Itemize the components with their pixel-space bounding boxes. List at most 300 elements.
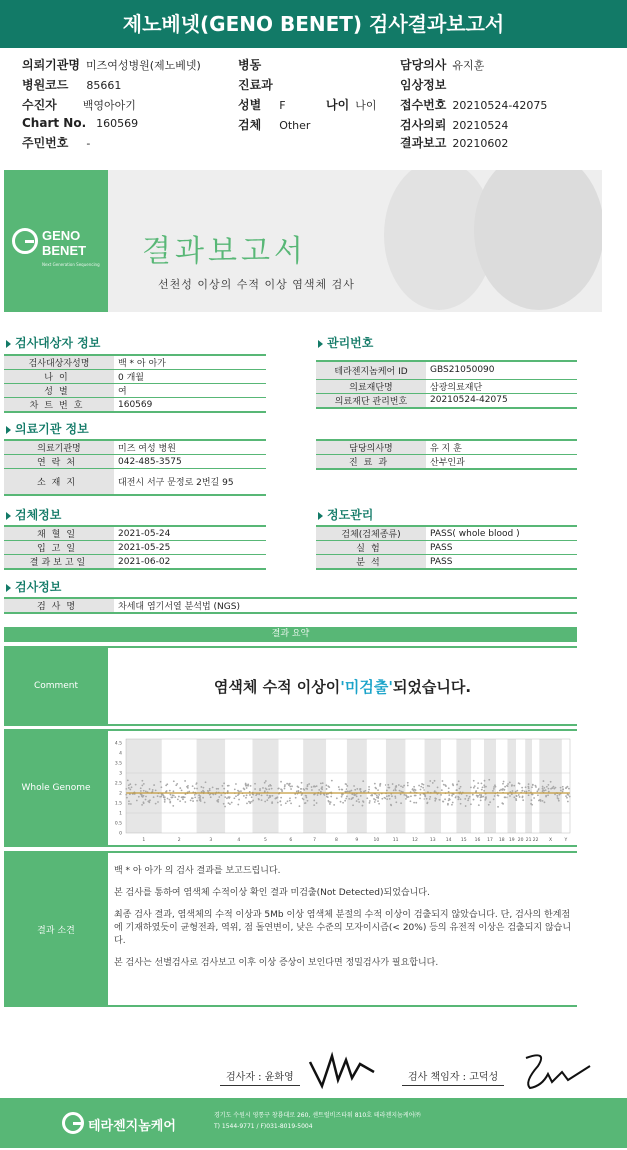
data-point — [297, 790, 299, 792]
data-point — [484, 780, 486, 782]
data-point — [414, 795, 416, 797]
whole-genome-row — [4, 729, 577, 847]
data-point — [377, 800, 379, 802]
data-point — [129, 789, 131, 791]
y-tick-label: 3.5 — [114, 761, 122, 767]
ward-field: 병동 — [238, 58, 262, 72]
data-point — [427, 802, 429, 804]
data-point — [460, 786, 462, 788]
data-point — [466, 795, 468, 797]
data-point — [249, 794, 251, 796]
data-point — [317, 794, 319, 796]
x-tick-label: 5 — [264, 838, 267, 843]
data-point — [222, 785, 224, 787]
hospital-code-field: 병원코드 85661 — [22, 78, 122, 92]
data-point — [249, 801, 251, 803]
chromosome-band — [126, 739, 162, 833]
data-point — [280, 788, 282, 790]
test-table — [4, 597, 577, 614]
data-point — [313, 804, 315, 806]
data-point — [147, 801, 149, 803]
data-point — [153, 796, 155, 798]
data-point — [173, 780, 175, 782]
data-point — [172, 805, 174, 807]
banner-logo-panel — [4, 170, 108, 312]
data-point — [290, 788, 292, 790]
data-point — [568, 788, 570, 790]
data-point — [547, 794, 549, 796]
tester-signature-label: 검사자 : 윤화영 — [220, 1068, 300, 1086]
data-point — [272, 795, 274, 797]
data-point — [492, 790, 494, 792]
data-point — [448, 799, 450, 801]
data-point — [362, 780, 364, 782]
data-point — [565, 787, 567, 789]
receipt-field: 접수번호 20210524-42075 — [400, 98, 548, 112]
data-point — [352, 804, 354, 806]
data-point — [131, 786, 133, 788]
data-point — [145, 790, 147, 792]
data-point — [406, 795, 408, 797]
company-address: 경기도 수원시 영통구 창룡대로 260, 센트럴비즈타워 810호 테라젠지놈케어㈜ T) 1544-9771 / F)031-8019-5004 — [214, 1112, 421, 1130]
data-point — [412, 788, 414, 790]
data-point — [439, 799, 441, 801]
data-point — [395, 785, 397, 787]
data-point — [420, 789, 422, 791]
data-point — [545, 795, 547, 797]
data-point — [313, 794, 315, 796]
comment-text: 염색체 수적 이상이 '미검출' 되었습니다. — [213, 677, 472, 696]
data-point — [326, 793, 328, 795]
data-point — [356, 788, 358, 790]
data-point — [271, 801, 273, 803]
data-point — [262, 787, 264, 789]
data-point — [468, 798, 470, 800]
data-point — [209, 788, 211, 790]
data-point — [224, 796, 226, 798]
data-point — [266, 794, 268, 796]
data-point — [305, 795, 307, 797]
data-point — [349, 790, 351, 792]
data-point — [369, 800, 371, 802]
specimen-section-title: 검체정보 — [6, 506, 61, 523]
data-point — [494, 784, 496, 786]
data-point — [443, 784, 445, 786]
data-point — [321, 787, 323, 789]
data-point — [246, 787, 248, 789]
data-point — [452, 802, 454, 804]
data-point — [216, 788, 218, 790]
data-point — [245, 783, 247, 785]
data-point — [328, 786, 330, 788]
data-point — [410, 800, 412, 802]
data-point — [386, 798, 388, 800]
chromosome-band — [197, 739, 226, 833]
data-point — [175, 784, 177, 786]
data-point — [338, 786, 340, 788]
data-point — [229, 803, 231, 805]
data-point — [470, 803, 472, 805]
data-point — [333, 804, 335, 806]
data-point — [503, 781, 505, 783]
data-point — [145, 796, 147, 798]
data-point — [408, 796, 410, 798]
data-point — [395, 801, 397, 803]
data-point — [289, 797, 291, 799]
sex-field: 성별 F — [238, 98, 286, 112]
data-point — [424, 795, 426, 797]
data-point — [284, 784, 286, 786]
data-point — [567, 794, 569, 796]
data-point — [160, 781, 162, 783]
data-point — [448, 794, 450, 796]
data-point — [532, 794, 534, 796]
data-point — [458, 797, 460, 799]
data-point — [560, 790, 562, 792]
data-point — [374, 801, 376, 803]
data-point — [311, 789, 313, 791]
data-point — [279, 801, 281, 803]
company-name: 테라젠지놈케어 — [88, 1119, 176, 1134]
data-point — [400, 791, 402, 793]
x-tick-label: 7 — [313, 838, 317, 843]
data-point — [448, 787, 450, 789]
data-point — [460, 798, 462, 800]
data-point — [350, 798, 352, 800]
comment-row — [4, 646, 577, 726]
data-point — [125, 794, 127, 796]
data-point — [258, 799, 260, 801]
data-point — [196, 782, 198, 784]
data-point — [301, 782, 303, 784]
specimen-table — [4, 525, 266, 570]
data-point — [546, 786, 548, 788]
table-row: 채혈일 2021-05-24 — [4, 526, 266, 541]
x-tick-label: 1 — [142, 838, 146, 843]
data-point — [370, 795, 372, 797]
data-point — [280, 804, 282, 806]
data-point — [447, 803, 449, 805]
data-point — [227, 790, 229, 792]
data-point — [346, 795, 348, 797]
data-point — [472, 794, 474, 796]
data-point — [369, 802, 371, 804]
data-point — [484, 786, 486, 788]
x-tick-label: 20 — [517, 838, 524, 843]
data-point — [196, 788, 198, 790]
data-point — [289, 800, 291, 802]
data-point — [518, 782, 520, 784]
data-point — [407, 782, 409, 784]
data-point — [238, 799, 240, 801]
data-point — [336, 797, 338, 799]
data-point — [304, 802, 306, 804]
data-point — [521, 790, 523, 792]
data-point — [518, 794, 520, 796]
data-point — [419, 794, 421, 796]
data-point — [288, 783, 290, 785]
data-point — [521, 787, 523, 789]
data-point — [130, 803, 132, 805]
data-point — [164, 801, 166, 803]
data-point — [243, 795, 245, 797]
data-point — [516, 795, 518, 797]
data-point — [179, 800, 181, 802]
data-point — [391, 795, 393, 797]
data-point — [493, 788, 495, 790]
table-row: 분석 PASS — [316, 555, 577, 570]
data-point — [560, 787, 562, 789]
specimen-field: 검체 Other — [238, 118, 311, 132]
data-point — [557, 798, 559, 800]
data-point — [435, 798, 437, 800]
data-point — [301, 794, 303, 796]
chromosome-band — [252, 739, 278, 833]
data-point — [331, 780, 333, 782]
qc-section-title: 정도관리 — [318, 506, 373, 523]
test-section-title: 검사정보 — [6, 578, 61, 595]
data-point — [413, 786, 415, 788]
age-field: 나이 나이 — [326, 98, 377, 112]
data-point — [500, 789, 502, 791]
data-point — [474, 785, 476, 787]
data-point — [366, 797, 368, 799]
data-point — [542, 786, 544, 788]
data-point — [234, 788, 236, 790]
data-point — [531, 804, 533, 806]
data-point — [455, 797, 457, 799]
data-point — [246, 802, 248, 804]
data-point — [237, 804, 239, 806]
data-point — [141, 785, 143, 787]
data-point — [298, 786, 300, 788]
data-point — [402, 786, 404, 788]
data-point — [457, 798, 459, 800]
data-point — [348, 798, 350, 800]
x-tick-label: 22 — [532, 838, 539, 843]
logo-subtitle: Next Generation Sequencing — [42, 262, 100, 267]
data-point — [246, 794, 248, 796]
x-tick-label: 6 — [289, 838, 293, 843]
data-point — [378, 794, 380, 796]
chromosome-band — [347, 739, 367, 833]
y-tick-label: 0.5 — [114, 821, 122, 827]
data-point — [291, 785, 293, 787]
data-point — [153, 784, 155, 786]
data-point — [543, 780, 545, 782]
data-point — [217, 799, 219, 801]
data-point — [548, 788, 550, 790]
data-point — [456, 789, 458, 791]
data-point — [266, 788, 268, 790]
data-point — [306, 797, 308, 799]
data-point — [183, 796, 185, 798]
data-point — [169, 799, 171, 801]
data-point — [483, 784, 485, 786]
data-point — [157, 795, 159, 797]
subject-table — [4, 354, 266, 413]
x-tick-label: 19 — [508, 838, 515, 843]
data-point — [378, 803, 380, 805]
data-point — [264, 782, 266, 784]
data-point — [565, 795, 567, 797]
data-point — [507, 783, 509, 785]
data-point — [320, 791, 322, 793]
data-point — [375, 799, 377, 801]
data-point — [245, 797, 247, 799]
data-point — [127, 779, 129, 781]
data-point — [415, 802, 417, 804]
data-point — [209, 789, 211, 791]
data-point — [268, 785, 270, 787]
data-point — [303, 788, 305, 790]
data-point — [251, 796, 253, 798]
x-tick-label: Y — [564, 838, 568, 843]
data-point — [202, 797, 204, 799]
table-row: 검사명 차세대 염기서열 분석법 (NGS) — [4, 598, 577, 613]
data-point — [261, 794, 263, 796]
x-tick-label: 15 — [460, 838, 467, 843]
data-point — [488, 779, 490, 781]
data-point — [212, 786, 214, 788]
data-point — [201, 786, 203, 788]
data-point — [481, 782, 483, 784]
data-point — [502, 803, 504, 805]
y-tick-label: 0 — [119, 831, 122, 837]
data-point — [377, 797, 379, 799]
data-point — [284, 788, 286, 790]
data-point — [353, 785, 355, 787]
data-point — [235, 783, 237, 785]
data-point — [218, 796, 220, 798]
data-point — [459, 788, 461, 790]
data-point — [170, 794, 172, 796]
x-tick-label: 8 — [335, 838, 338, 843]
data-point — [247, 784, 249, 786]
data-point — [376, 794, 378, 796]
data-point — [444, 798, 446, 800]
data-point — [167, 798, 169, 800]
data-point — [493, 798, 495, 800]
data-point — [205, 781, 207, 783]
data-point — [512, 790, 514, 792]
data-point — [196, 800, 198, 802]
data-point — [374, 783, 376, 785]
data-point — [329, 803, 331, 805]
data-point — [550, 781, 552, 783]
data-point — [254, 783, 256, 785]
data-point — [316, 802, 318, 804]
data-point — [136, 800, 138, 802]
data-point — [542, 788, 544, 790]
data-point — [460, 803, 462, 805]
data-point — [223, 782, 225, 784]
data-point — [338, 789, 340, 791]
data-point — [540, 800, 542, 802]
data-point — [172, 797, 174, 799]
opinion-row — [4, 851, 577, 1007]
data-point — [381, 798, 383, 800]
data-point — [464, 798, 466, 800]
data-point — [313, 800, 315, 802]
data-point — [261, 799, 263, 801]
data-point — [362, 800, 364, 802]
data-point — [259, 790, 261, 792]
data-point — [531, 799, 533, 801]
data-point — [268, 788, 270, 790]
data-point — [295, 797, 297, 799]
data-point — [289, 786, 291, 788]
data-point — [502, 788, 504, 790]
data-point — [537, 794, 539, 796]
data-point — [178, 796, 180, 798]
data-point — [509, 795, 511, 797]
data-point — [194, 788, 196, 790]
data-point — [169, 801, 171, 803]
data-point — [224, 806, 226, 808]
data-point — [386, 795, 388, 797]
data-point — [477, 782, 479, 784]
data-point — [252, 800, 254, 802]
data-point — [327, 796, 329, 798]
data-point — [567, 801, 569, 803]
data-point — [478, 804, 480, 806]
data-point — [477, 787, 479, 789]
data-point — [243, 788, 245, 790]
data-point — [182, 798, 184, 800]
y-tick-label: 4.5 — [114, 741, 122, 747]
data-point — [152, 789, 154, 791]
x-tick-label: 18 — [498, 838, 505, 843]
management-section-title: 관리번호 — [318, 334, 373, 351]
data-point — [231, 802, 233, 804]
data-point — [399, 790, 401, 792]
data-point — [318, 789, 320, 791]
data-point — [364, 790, 366, 792]
data-point — [497, 806, 499, 808]
data-point — [379, 785, 381, 787]
data-point — [403, 785, 405, 787]
data-point — [280, 797, 282, 799]
data-point — [410, 795, 412, 797]
table-row: 검체(검체종류) PASS( whole blood ) — [316, 526, 577, 541]
data-point — [274, 798, 276, 800]
footer — [0, 1098, 627, 1148]
data-point — [390, 804, 392, 806]
table-row: 의료재단명 삼광의료재단 — [316, 379, 577, 393]
data-point — [128, 800, 130, 802]
data-point — [316, 785, 318, 787]
data-point — [511, 784, 513, 786]
data-point — [344, 800, 346, 802]
data-point — [280, 781, 282, 783]
data-point — [265, 780, 267, 782]
comment-label: Comment — [4, 648, 108, 724]
institution-section-title: 의료기관 정보 — [6, 420, 89, 437]
data-point — [513, 785, 515, 787]
data-point — [547, 784, 549, 786]
data-point — [481, 796, 483, 798]
data-point — [475, 790, 477, 792]
data-point — [188, 791, 190, 793]
data-point — [184, 780, 186, 782]
table-row: 성별 여 — [4, 384, 266, 398]
data-point — [388, 795, 390, 797]
data-point — [419, 797, 421, 799]
data-point — [226, 797, 228, 799]
data-point — [528, 787, 530, 789]
data-point — [567, 786, 569, 788]
